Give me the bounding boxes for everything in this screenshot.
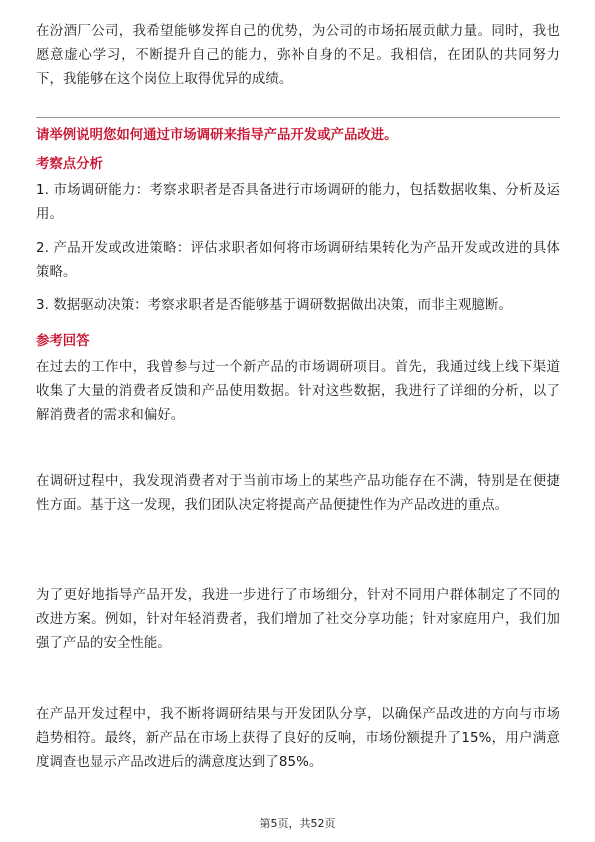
answer-heading: 参考回答 — [36, 334, 90, 349]
interview-question: 请举例说明您如何通过市场调研来指导产品开发或产品改进。 — [36, 128, 398, 143]
answer-paragraph: 为了更好地指导产品开发，我进一步进行了市场细分，针对不同用户群体制定了不同的改进方案。例如，针对年轻消费者，我们增加了社交分享功能；针对家庭用户，我们加强了产品的安全性能。 — [36, 588, 560, 651]
section-divider — [36, 117, 560, 118]
answer-paragraph: 在调研过程中，我发现消费者对于当前市场上的某些产品功能存在不满，特别是在便捷性方面。基于这一发现，我们团队决定将提高产品便捷性作为产品改进的重点。 — [36, 474, 560, 513]
page-number: 第5页，共52页 — [259, 817, 336, 830]
analysis-point: 3. 数据驱动决策：考察求职者是否能够基于调研数据做出决策，而非主观臆断。 — [36, 298, 513, 313]
answer-paragraph: 在产品开发过程中，我不断将调研结果与开发团队分享，以确保产品改进的方向与市场趋势相符。最终，新产品在市场上获得了良好的反响，市场份额提升了15%，用户满意度调查也显示产品改进后的满意度达到了85%。 — [36, 707, 560, 770]
analysis-point: 2. 产品开发或改进策略：评估求职者如何将市场调研结果转化为产品开发或改进的具体策略。 — [36, 241, 560, 280]
answer-paragraph: 在过去的工作中，我曾参与过一个新产品的市场调研项目。首先，我通过线上线下渠道收集了大量的消费者反馈和产品使用数据。针对这些数据，我进行了详细的分析，以了解消费者的需求和偏好。 — [36, 360, 560, 423]
analysis-point: 1. 市场调研能力：考察求职者是否具备进行市场调研的能力，包括数据收集、分析及运用。 — [36, 183, 560, 222]
intro-paragraph: 在汾酒厂公司，我希望能够发挥自己的优势，为公司的市场拓展贡献力量。同时，我也愿意虚心学习，不断提升自己的能力，弥补自身的不足。我相信，在团队的共同努力下，我能够在这个岗位上取得优异的成绩。 — [36, 24, 560, 87]
analysis-heading: 考察点分析 — [36, 157, 103, 172]
